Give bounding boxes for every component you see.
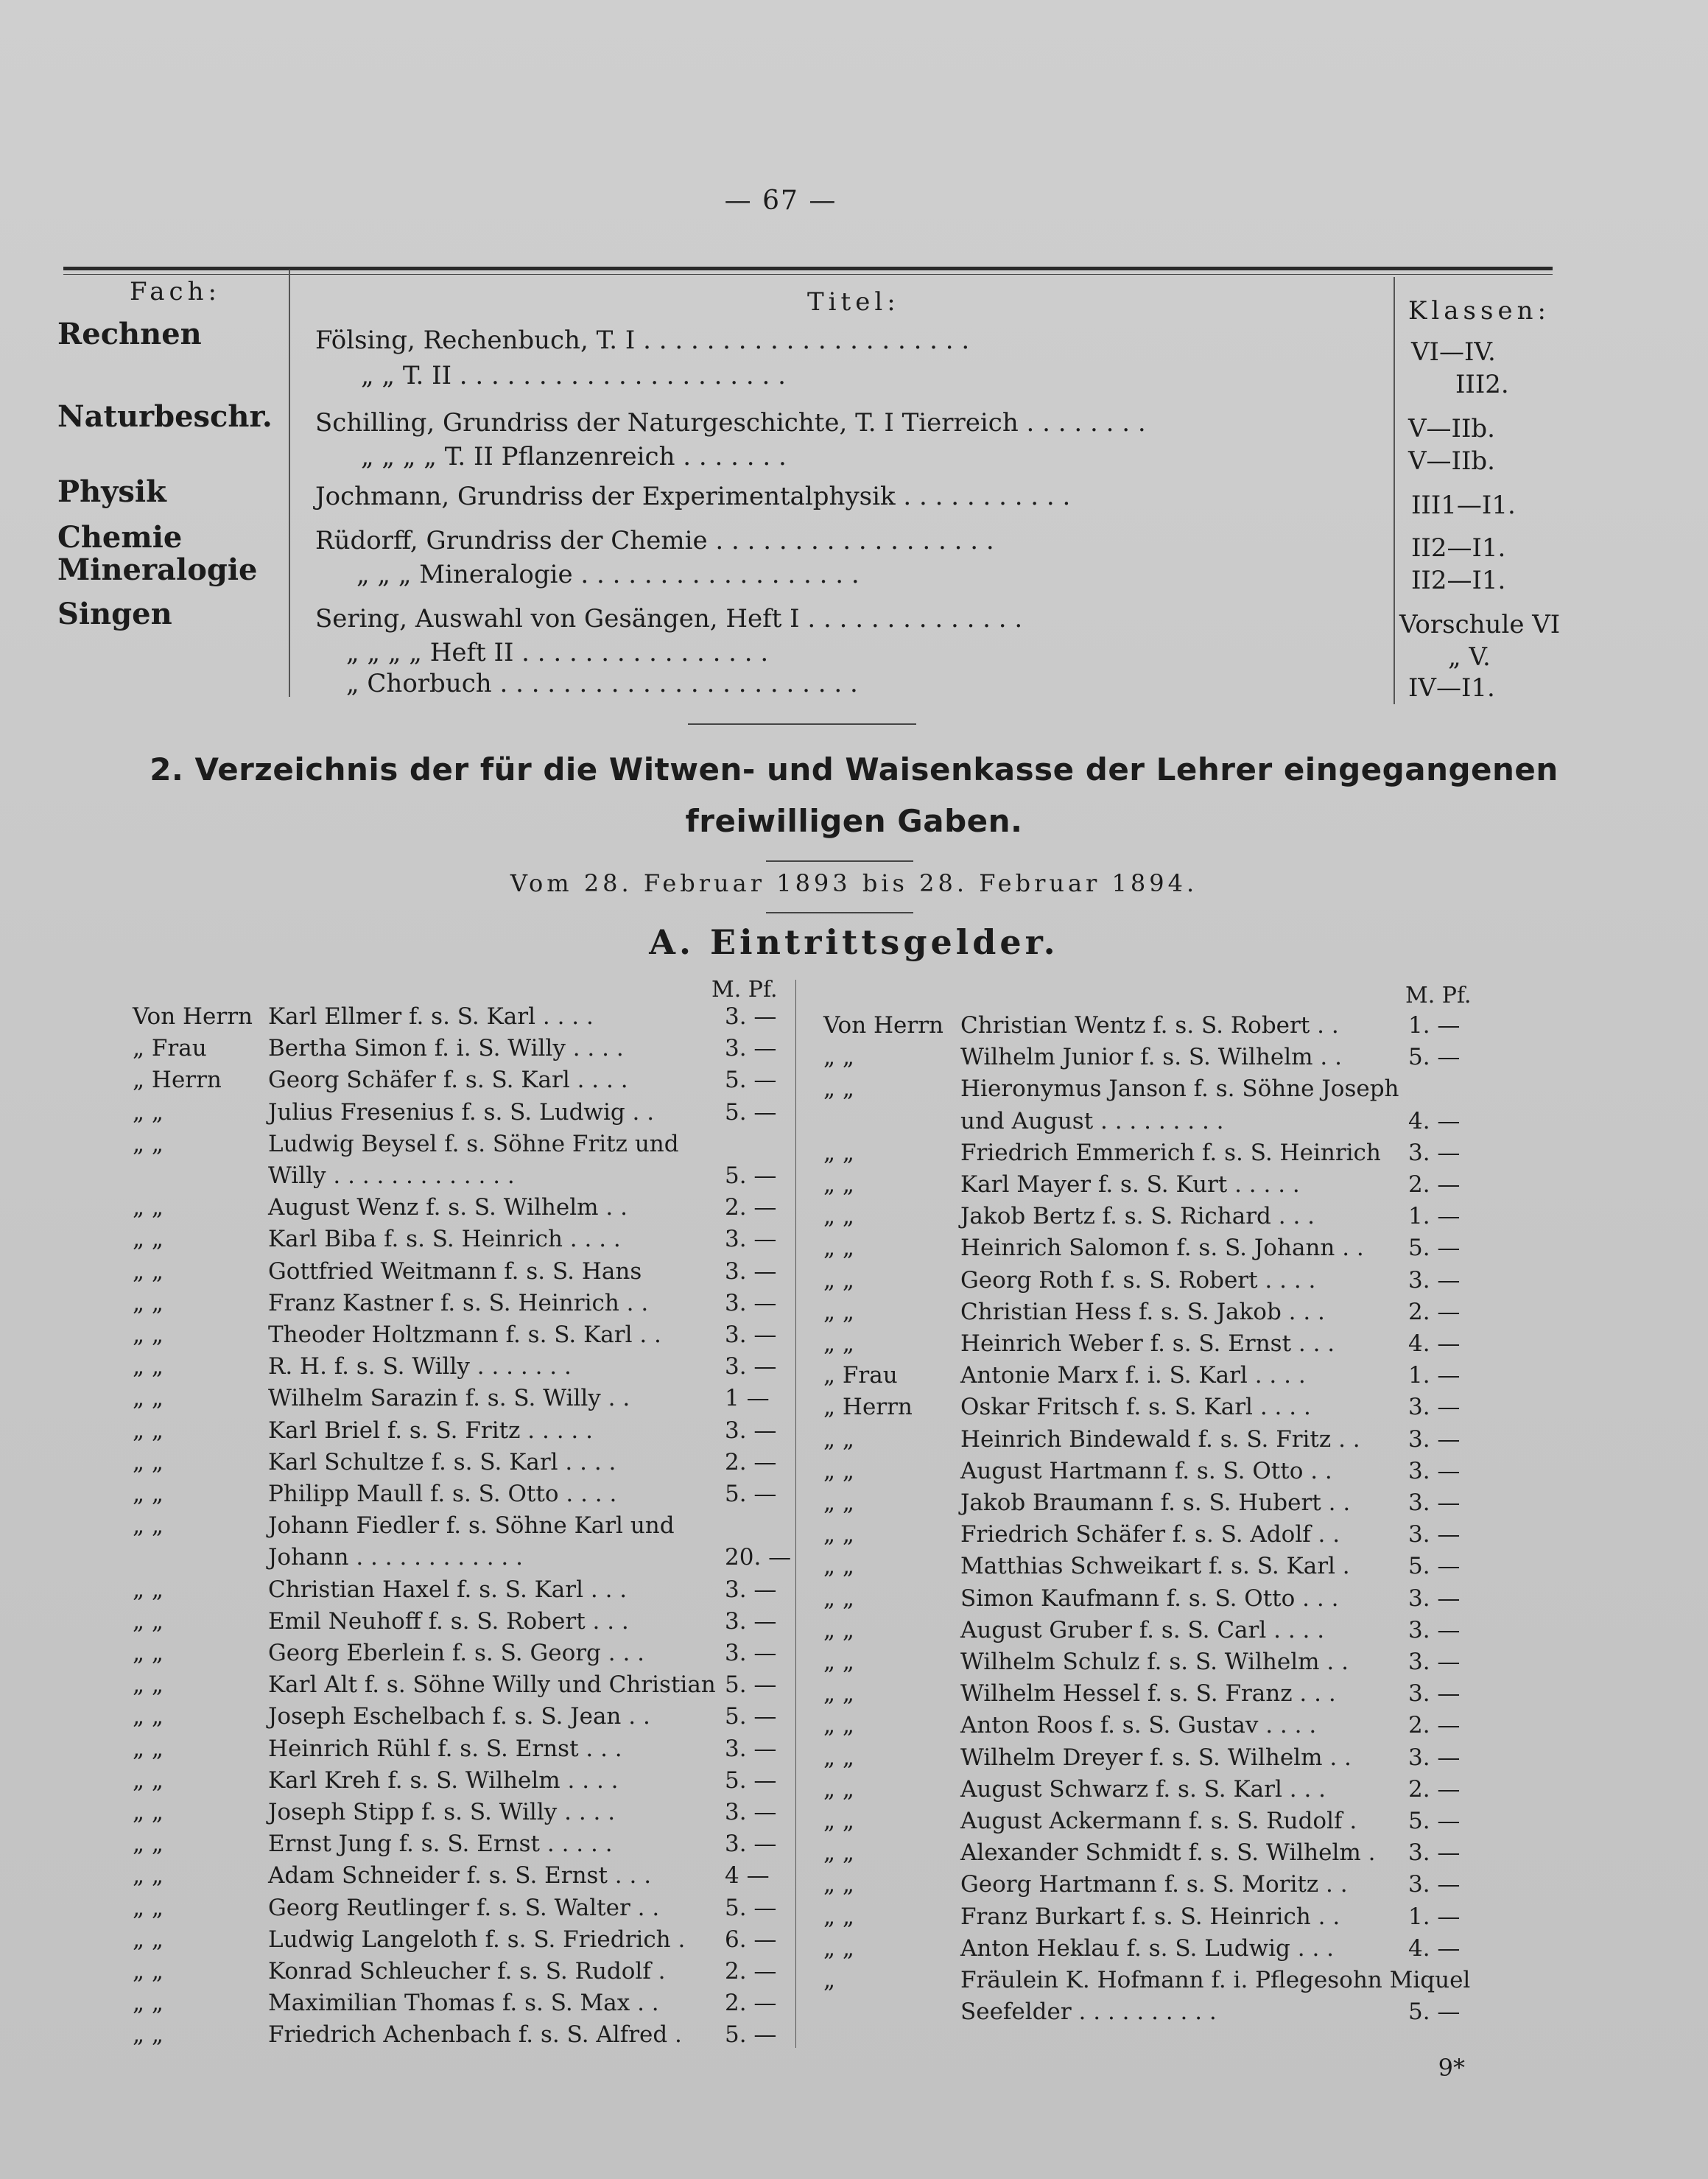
amount: 3. —	[725, 1226, 777, 1253]
donor-entry: Jakob Braumann f. s. S. Hubert . .	[960, 1489, 1351, 1516]
amount: 1. —	[1408, 1903, 1461, 1930]
amount: 1 —	[725, 1385, 770, 1412]
salutation: „ „	[133, 1607, 164, 1635]
list-item	[133, 1573, 854, 1606]
date-range: Vom 28. Februar 1893 bis 28. Februar 1894.	[510, 869, 1198, 897]
salutation: „ „	[133, 1958, 164, 1985]
list-item	[133, 1255, 854, 1288]
salutation: „ „	[823, 1330, 854, 1357]
amount: 3. —	[725, 1289, 777, 1316]
donor-entry: Oskar Fritsch f. s. S. Karl . . . .	[960, 1394, 1311, 1421]
amount: 5. —	[1408, 1044, 1461, 1071]
amount: 1. —	[1408, 1362, 1461, 1389]
list-item	[133, 1669, 854, 1701]
class-range: II2—I1.	[1411, 566, 1506, 595]
subject-naturbeschr: Naturbeschr.	[57, 399, 273, 434]
amount: 4 —	[725, 1862, 770, 1889]
list-item	[133, 1128, 854, 1160]
donor-entry: Johann Fiedler f. s. Söhne Karl und	[268, 1512, 675, 1540]
donor-entry: Anton Heklau f. s. S. Ludwig . . .	[960, 1934, 1335, 1962]
donor-entry: Karl Mayer f. s. S. Kurt . . . . .	[960, 1171, 1300, 1198]
list-item	[133, 1096, 854, 1129]
amount: 5. —	[1408, 1553, 1461, 1580]
amount: 5. —	[725, 1671, 777, 1699]
salutation: „ „	[823, 1616, 854, 1643]
amount: 3. —	[1408, 1649, 1461, 1675]
list-item	[823, 1041, 1545, 1073]
fach-header: Fach:	[130, 277, 221, 306]
salutation: „ „	[823, 1203, 854, 1230]
amount: 3. —	[725, 1257, 777, 1285]
section-separator	[688, 723, 916, 725]
list-item	[133, 1509, 854, 1542]
amount: 3. —	[1408, 1744, 1461, 1771]
salutation: „ „	[823, 1457, 854, 1484]
salutation: „ „	[133, 1799, 164, 1825]
donor-entry: Wilhelm Dreyer f. s. S. Wilhelm . .	[960, 1744, 1352, 1771]
donor-entry: Christian Wentz f. s. S. Robert . .	[960, 1012, 1339, 1039]
list-item	[133, 1859, 854, 1892]
date-underline	[766, 912, 913, 913]
donor-entry: August Wenz f. s. S. Wilhelm . .	[268, 1194, 628, 1221]
salutation: „ Herrn	[133, 1067, 222, 1094]
salutation: „ „	[133, 1194, 164, 1221]
section-title-line2: freiwilligen Gaben.	[685, 803, 1023, 839]
salutation: „ „	[823, 1521, 854, 1548]
amount: 5. —	[725, 1481, 777, 1507]
list-item	[823, 1582, 1545, 1615]
salutation: „ „	[133, 1831, 164, 1858]
list-item	[133, 1828, 854, 1860]
amount: 3. —	[725, 1799, 777, 1825]
amount: 3. —	[725, 1735, 777, 1762]
list-item	[133, 1382, 854, 1414]
salutation: „ „	[823, 1044, 854, 1071]
list-item	[823, 1296, 1545, 1328]
donor-entry: Bertha Simon f. i. S. Willy . . . .	[268, 1035, 624, 1062]
amount: 4. —	[1408, 1934, 1461, 1962]
donor-entry: R. H. f. s. S. Willy . . . . . . .	[268, 1353, 572, 1380]
list-item	[823, 1646, 1545, 1678]
salutation: „ „	[823, 1425, 854, 1453]
amount: 3. —	[1408, 1839, 1461, 1867]
subject-physik: Physik	[57, 474, 166, 509]
donor-entry: Georg Schäfer f. s. S. Karl . . . .	[268, 1067, 628, 1094]
list-item	[823, 1518, 1545, 1551]
donor-entry: Wilhelm Schulz f. s. S. Wilhelm . .	[960, 1649, 1349, 1675]
salutation: Von Herrn	[823, 1012, 944, 1039]
list-item	[133, 1955, 854, 1987]
amount: 3. —	[725, 1417, 777, 1444]
amount: 3. —	[725, 1607, 777, 1635]
salutation: „ „	[133, 1512, 164, 1540]
donor-entry: Friedrich Schäfer f. s. S. Adolf . .	[960, 1521, 1340, 1548]
list-item	[823, 1868, 1545, 1901]
list-item	[133, 1159, 854, 1192]
subject-mineralogie: Mineralogie	[57, 552, 258, 587]
title-line: Rüdorff, Grundriss der Chemie . . . . . . . . . . . . . . . . . .	[315, 526, 994, 555]
donor-entry: August Schwarz f. s. S. Karl . . .	[960, 1775, 1326, 1803]
donor-entry: Wilhelm Sarazin f. s. S. Willy . .	[268, 1385, 630, 1412]
salutation: „ „	[133, 1735, 164, 1762]
list-item	[133, 1892, 854, 1924]
salutation: „ Herrn	[823, 1394, 913, 1421]
amount: 3. —	[1408, 1585, 1461, 1612]
class-range: „ V.	[1448, 642, 1491, 672]
donor-entry: Wilhelm Junior f. s. S. Wilhelm . .	[960, 1044, 1342, 1071]
amount: 3. —	[725, 1576, 777, 1603]
salutation: „ „	[823, 1680, 854, 1708]
list-item	[823, 1487, 1545, 1519]
salutation: „ „	[133, 1671, 164, 1699]
table-divider-right	[1394, 277, 1395, 704]
list-item	[133, 1287, 854, 1319]
list-item	[823, 1964, 1545, 1996]
salutation: „ „	[133, 1640, 164, 1666]
amount: 3. —	[725, 1640, 777, 1666]
list-item	[823, 1073, 1545, 1105]
salutation: „ „	[133, 1417, 164, 1444]
amount: 3. —	[1408, 1425, 1461, 1453]
list-item	[133, 1319, 854, 1351]
amount: 3. —	[1408, 1489, 1461, 1516]
salutation: „ „	[823, 1298, 854, 1325]
list-item	[133, 1796, 854, 1828]
list-item	[823, 1168, 1545, 1201]
salutation: „ „	[133, 1766, 164, 1794]
donor-entry: Theoder Holtzmann f. s. S. Karl . .	[268, 1322, 661, 1348]
class-range: V—IIb.	[1408, 414, 1495, 443]
salutation: „ „	[133, 1576, 164, 1603]
list-item	[823, 1677, 1545, 1710]
list-item	[133, 1987, 854, 2019]
donor-entry: Konrad Schleucher f. s. S. Rudolf .	[268, 1958, 666, 1985]
salutation: „ „	[133, 1257, 164, 1285]
title-line: Schilling, Grundriss der Naturgeschichte, T. I Tierreich . . . . . . . .	[315, 408, 1146, 438]
list-item	[823, 1709, 1545, 1741]
list-item	[133, 1478, 854, 1510]
salutation: „ „	[823, 1808, 854, 1834]
donor-entry: Wilhelm Hessel f. s. S. Franz . . .	[960, 1680, 1336, 1708]
donor-entry: Joseph Eschelbach f. s. S. Jean . .	[268, 1703, 650, 1730]
amount: 5. —	[1408, 1235, 1461, 1262]
list-item	[133, 1637, 854, 1669]
donor-entry: Karl Schultze f. s. S. Karl . . . .	[268, 1448, 616, 1476]
title-line: Sering, Auswahl von Gesängen, Heft I . . . . . . . . . . . . . .	[315, 604, 1023, 634]
amount: 2. —	[1408, 1171, 1461, 1198]
class-range: II2—I1.	[1411, 533, 1506, 563]
right-column-header: M. Pf.	[1405, 983, 1472, 1008]
donor-entry: Matthias Schweikart f. s. S. Karl .	[960, 1553, 1350, 1580]
amount: 3. —	[725, 1003, 777, 1030]
list-item	[133, 1700, 854, 1733]
salutation: „ „	[133, 1322, 164, 1348]
donor-entry: Heinrich Bindewald f. s. S. Fritz . .	[960, 1425, 1360, 1453]
donor-entry: Georg Roth f. s. S. Robert . . . .	[960, 1266, 1316, 1294]
list-item	[133, 1923, 854, 1956]
salutation: „ „	[133, 1353, 164, 1380]
salutation: „ „	[133, 1926, 164, 1953]
amount: 2. —	[725, 1990, 777, 2017]
donor-entry: Georg Reutlinger f. s. S. Walter . .	[268, 1894, 660, 1921]
amount: 3. —	[725, 1322, 777, 1348]
list-item	[133, 1446, 854, 1478]
salutation: „ „	[823, 1235, 854, 1262]
list-item	[133, 2018, 854, 2051]
amount: 4. —	[1408, 1107, 1461, 1134]
amount: 6. —	[725, 1926, 777, 1953]
title-underline	[766, 860, 913, 862]
donor-entry: Ernst Jung f. s. S. Ernst . . . . .	[268, 1831, 613, 1858]
salutation: „ „	[823, 1871, 854, 1898]
salutation: „ „	[823, 1839, 854, 1867]
amount: 1. —	[1408, 1012, 1461, 1039]
amount: 3. —	[1408, 1266, 1461, 1294]
donor-entry: Friedrich Achenbach f. s. S. Alfred .	[268, 2021, 682, 2049]
list-item	[823, 1805, 1545, 1837]
titel-header: Titel:	[807, 287, 900, 317]
donor-entry: Friedrich Emmerich f. s. S. Heinrich	[960, 1139, 1381, 1166]
donor-entry: Maximilian Thomas f. s. S. Max . .	[268, 1990, 659, 2017]
amount: 3. —	[1408, 1457, 1461, 1484]
donor-entry: Heinrich Salomon f. s. S. Johann . .	[960, 1235, 1364, 1262]
list-item	[133, 1350, 854, 1383]
list-item	[133, 1000, 854, 1033]
amount: 3. —	[725, 1831, 777, 1858]
donor-entry: und August . . . . . . . . .	[960, 1107, 1224, 1134]
donor-entry: Ludwig Beysel f. s. Söhne Fritz und	[268, 1130, 679, 1157]
donor-entry: Adam Schneider f. s. S. Ernst . . .	[268, 1862, 652, 1889]
title-line: Jochmann, Grundriss der Experimentalphysik . . . . . . . . . . .	[315, 482, 1071, 511]
class-range: V—IIb.	[1408, 446, 1495, 476]
amount: 3. —	[1408, 1394, 1461, 1421]
title-line: „ „ „ „ Heft II . . . . . . . . . . . . . . . .	[346, 638, 769, 667]
donor-entry: Alexander Schmidt f. s. S. Wilhelm .	[960, 1839, 1376, 1867]
donor-entry: August Gruber f. s. S. Carl . . . .	[960, 1616, 1325, 1643]
subsection-title: A. Eintrittsgelder.	[649, 922, 1059, 962]
salutation: „ „	[133, 1894, 164, 1921]
donor-entry: Jakob Bertz f. s. S. Richard . . .	[960, 1203, 1315, 1230]
amount: 5. —	[1408, 1808, 1461, 1834]
list-item	[823, 1423, 1545, 1456]
left-column-header: M. Pf.	[711, 977, 778, 1003]
donor-entry: Heinrich Weber f. s. S. Ernst . . .	[960, 1330, 1335, 1357]
salutation: „ „	[823, 1744, 854, 1771]
salutation: „ „	[823, 1489, 854, 1516]
subject-singen: Singen	[57, 597, 172, 631]
list-item	[823, 1137, 1545, 1169]
salutation: „ „	[133, 1226, 164, 1253]
amount: 3. —	[725, 1353, 777, 1380]
salutation: „ „	[133, 2021, 164, 2049]
header-rule-thin	[63, 274, 1553, 275]
list-item	[823, 1455, 1545, 1487]
list-item	[823, 1232, 1545, 1264]
class-range: III2.	[1455, 370, 1509, 399]
salutation: „ „	[823, 1903, 854, 1930]
title-line: „ Chorbuch . . . . . . . . . . . . . . . . . . . . . . .	[346, 669, 858, 698]
salutation: „ „	[133, 1130, 164, 1157]
list-item	[133, 1764, 854, 1797]
salutation: „ „	[133, 1448, 164, 1476]
donor-entry: Karl Alt f. s. Söhne Willy und Christian	[268, 1671, 716, 1699]
amount: 5. —	[725, 1162, 777, 1189]
subject-rechnen: Rechnen	[57, 317, 202, 351]
donor-entry: Anton Roos f. s. S. Gustav . . . .	[960, 1712, 1317, 1739]
list-item	[133, 1605, 854, 1638]
amount: 2. —	[1408, 1298, 1461, 1325]
donor-entry: Karl Biba f. s. S. Heinrich . . . .	[268, 1226, 621, 1253]
salutation: „ Frau	[133, 1035, 207, 1062]
salutation: „ „	[823, 1585, 854, 1612]
amount: 2. —	[1408, 1712, 1461, 1739]
donor-entry: August Ackermann f. s. S. Rudolf .	[960, 1808, 1357, 1834]
amount: 2. —	[725, 1448, 777, 1476]
amount: 3. —	[1408, 1616, 1461, 1643]
header-rule	[63, 267, 1553, 270]
donor-entry: Karl Kreh f. s. S. Wilhelm . . . .	[268, 1766, 619, 1794]
list-item	[823, 1836, 1545, 1869]
list-item	[823, 1614, 1545, 1646]
donor-entry: Franz Kastner f. s. S. Heinrich . .	[268, 1289, 649, 1316]
amount: 2. —	[725, 1958, 777, 1985]
klassen-header: Klassen:	[1408, 296, 1550, 326]
list-item	[133, 1223, 854, 1255]
amount: 1. —	[1408, 1203, 1461, 1230]
salutation: „ „	[823, 1934, 854, 1962]
class-range: VI—IV.	[1411, 337, 1496, 367]
donor-entry: Fräulein K. Hofmann f. i. Pflegesohn Miquel	[960, 1967, 1471, 1993]
amount: 5. —	[725, 1894, 777, 1921]
list-item	[823, 1264, 1545, 1296]
list-item	[823, 1550, 1545, 1582]
salutation: „ „	[823, 1171, 854, 1198]
salutation: „ „	[133, 1098, 164, 1126]
donor-entry: Joseph Stipp f. s. S. Willy . . . .	[268, 1799, 616, 1825]
list-item	[133, 1064, 854, 1096]
list-item	[133, 1414, 854, 1447]
donor-entry: Karl Ellmer f. s. S. Karl . . . .	[268, 1003, 594, 1030]
donor-entry: August Hartmann f. s. S. Otto . .	[960, 1457, 1332, 1484]
list-item	[823, 1773, 1545, 1806]
donor-entry: Antonie Marx f. i. S. Karl . . . .	[960, 1362, 1306, 1389]
salutation: „ „	[823, 1266, 854, 1294]
donor-entry: Christian Haxel f. s. S. Karl . . .	[268, 1576, 628, 1603]
class-range: IV—I1.	[1408, 673, 1495, 703]
donor-entry: Heinrich Rühl f. s. S. Ernst . . .	[268, 1735, 622, 1762]
list-item	[823, 1996, 1545, 2028]
salutation: Von Herrn	[133, 1003, 253, 1030]
salutation: „	[823, 1967, 836, 1993]
list-item	[823, 1327, 1545, 1360]
list-item	[133, 1733, 854, 1765]
list-item	[823, 1359, 1545, 1392]
list-item	[823, 1932, 1545, 1965]
list-item	[133, 1032, 854, 1064]
list-item	[823, 1009, 1545, 1042]
donor-entry: Christian Hess f. s. S. Jakob . . .	[960, 1298, 1325, 1325]
salutation: „ „	[133, 1990, 164, 2017]
donor-entry: Simon Kaufmann f. s. S. Otto . . .	[960, 1585, 1339, 1612]
salutation: „ „	[133, 1385, 164, 1412]
salutation: „ „	[133, 1862, 164, 1889]
amount: 2. —	[1408, 1775, 1461, 1803]
title-line: „ „ „ „ T. II Pflanzenreich . . . . . . .	[361, 442, 787, 471]
salutation: „ „	[823, 1712, 854, 1739]
amount: 3. —	[1408, 1680, 1461, 1708]
page-number: — 67 —	[724, 186, 837, 216]
amount: 3. —	[725, 1035, 777, 1062]
donor-entry: Georg Hartmann f. s. S. Moritz . .	[960, 1871, 1348, 1898]
list-item	[823, 1391, 1545, 1423]
salutation: „ Frau	[823, 1362, 898, 1389]
salutation: „ „	[823, 1775, 854, 1803]
donor-entry: Julius Fresenius f. s. S. Ludwig . .	[268, 1098, 655, 1126]
list-item	[823, 1901, 1545, 1933]
amount: 20. —	[725, 1544, 792, 1571]
donor-entry: Hieronymus Janson f. s. Söhne Joseph	[960, 1076, 1399, 1103]
section-title: 2. Verzeichnis der für die Witwen- und Waisenkasse der Lehrer eingegangenen	[150, 751, 1558, 787]
donor-entry: Philipp Maull f. s. S. Otto . . . .	[268, 1481, 617, 1507]
list-item	[823, 1200, 1545, 1232]
salutation: „ „	[823, 1139, 854, 1166]
amount: 5. —	[725, 1703, 777, 1730]
amount: 5. —	[725, 2021, 777, 2049]
donor-entry: Johann . . . . . . . . . . . .	[268, 1544, 523, 1571]
list-item	[133, 1541, 854, 1573]
list-item	[133, 1191, 854, 1224]
amount: 3. —	[1408, 1139, 1461, 1166]
amount: 5. —	[725, 1098, 777, 1126]
donor-entry: Emil Neuhoff f. s. S. Robert . . .	[268, 1607, 629, 1635]
amount: 3. —	[1408, 1521, 1461, 1548]
salutation: „ „	[133, 1703, 164, 1730]
title-line: „ „ T. II . . . . . . . . . . . . . . . . . . . . .	[361, 361, 786, 390]
list-item	[823, 1105, 1545, 1137]
amount: 5. —	[725, 1067, 777, 1094]
donor-entry: Georg Eberlein f. s. S. Georg . . .	[268, 1640, 645, 1666]
donor-entry: Gottfried Weitmann f. s. S. Hans	[268, 1257, 642, 1285]
amount: 5. —	[725, 1766, 777, 1794]
subject-chemie: Chemie	[57, 520, 183, 555]
list-item	[823, 1741, 1545, 1774]
salutation: „ „	[133, 1289, 164, 1316]
amount: 4. —	[1408, 1330, 1461, 1357]
title-line: „ „ „ Mineralogie . . . . . . . . . . . . . . . . . .	[356, 560, 860, 589]
salutation: „ „	[133, 1481, 164, 1507]
table-divider-left	[289, 270, 290, 697]
donor-entry: Karl Briel f. s. S. Fritz . . . . .	[268, 1417, 593, 1444]
salutation: „ „	[823, 1649, 854, 1675]
class-range: III1—I1.	[1411, 491, 1516, 520]
donor-entry: Ludwig Langeloth f. s. S. Friedrich .	[268, 1926, 686, 1953]
amount: 5. —	[1408, 1999, 1461, 2026]
amount: 3. —	[1408, 1871, 1461, 1898]
amount: 2. —	[725, 1194, 777, 1221]
donor-entry: Willy . . . . . . . . . . . . .	[268, 1162, 515, 1189]
salutation: „ „	[823, 1553, 854, 1580]
title-line: Fölsing, Rechenbuch, T. I . . . . . . . . . . . . . . . . . . . . .	[315, 326, 970, 355]
donor-entry: Seefelder . . . . . . . . . .	[960, 1999, 1217, 2026]
salutation: „ „	[823, 1076, 854, 1103]
signature-mark: 9*	[1438, 2054, 1465, 2082]
class-range: Vorschule VI	[1399, 610, 1561, 639]
donor-entry: Franz Burkart f. s. S. Heinrich . .	[960, 1903, 1340, 1930]
